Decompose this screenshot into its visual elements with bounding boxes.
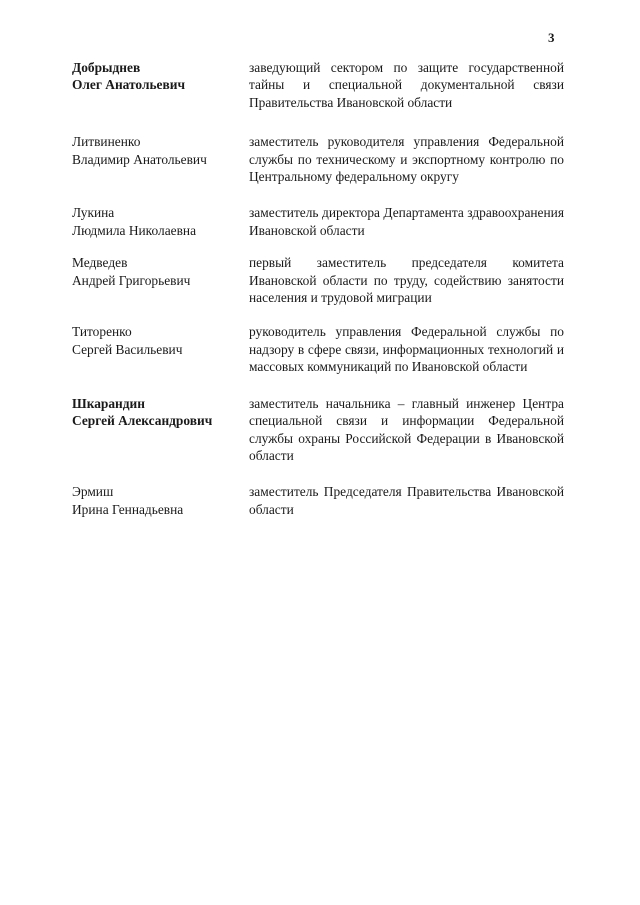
member-list (72, 59, 564, 518)
member-entry (72, 204, 564, 239)
member-given-name: Сергей Васильевич (72, 341, 183, 357)
member-given-name: Сергей Александрович (72, 413, 213, 429)
member-surname: Титоренко (72, 324, 132, 340)
member-surname: Шкарандин (72, 395, 145, 411)
member-given-name: Ирина Геннадьевна (72, 501, 184, 517)
member-given-name: Людмила Николаевна (72, 222, 197, 238)
member-name (72, 204, 249, 239)
member-entry (72, 59, 564, 111)
member-given-name: Андрей Григорьевич (72, 272, 191, 288)
member-name (72, 395, 249, 430)
member-surname: Добрыднев (72, 60, 141, 75)
member-surname: Эрмиш (72, 484, 114, 500)
member-entry (72, 254, 564, 306)
member-entry (72, 395, 564, 465)
member-name (72, 323, 249, 358)
member-surname: Литвиненко (72, 134, 141, 150)
member-name (72, 133, 249, 168)
member-position: заместитель Председателя Правительства Ивановской области (249, 484, 564, 517)
member-position: заведующий сектором по защите государственной тайны и специальной документальной связи Правительства Ивановской области (249, 60, 564, 110)
member-position: руководитель управления Федеральной службы по надзору в сфере связи, информационных технологий и массовых коммуникаций по Ивановской области (249, 324, 564, 375)
member-position: заместитель начальника – главный инженер Центра специальной связи и информации Федеральной службы охраны Российской Федерации в Ивановской области (249, 395, 564, 463)
member-name (72, 254, 249, 289)
member-given-name: Олег Анатольевич (72, 77, 185, 93)
member-name (72, 483, 249, 518)
member-position: заместитель руководителя управления Федеральной службы по техническому и экспортному контролю по Центральному федеральному округу (249, 134, 564, 185)
member-position: заместитель директора Департамента здравоохранения Ивановской области (249, 205, 564, 238)
member-entry (72, 133, 564, 185)
page-number: 3 (548, 30, 555, 45)
member-name (72, 59, 249, 94)
member-surname: Лукина (72, 205, 115, 221)
member-surname: Медведев (72, 255, 128, 271)
member-given-name: Владимир Анатольевич (72, 151, 207, 167)
member-entry (72, 483, 564, 518)
member-entry (72, 323, 564, 375)
member-position: первый заместитель председателя комитета Ивановской области по труду, содействию занятости населения и трудовой миграции (249, 255, 564, 306)
